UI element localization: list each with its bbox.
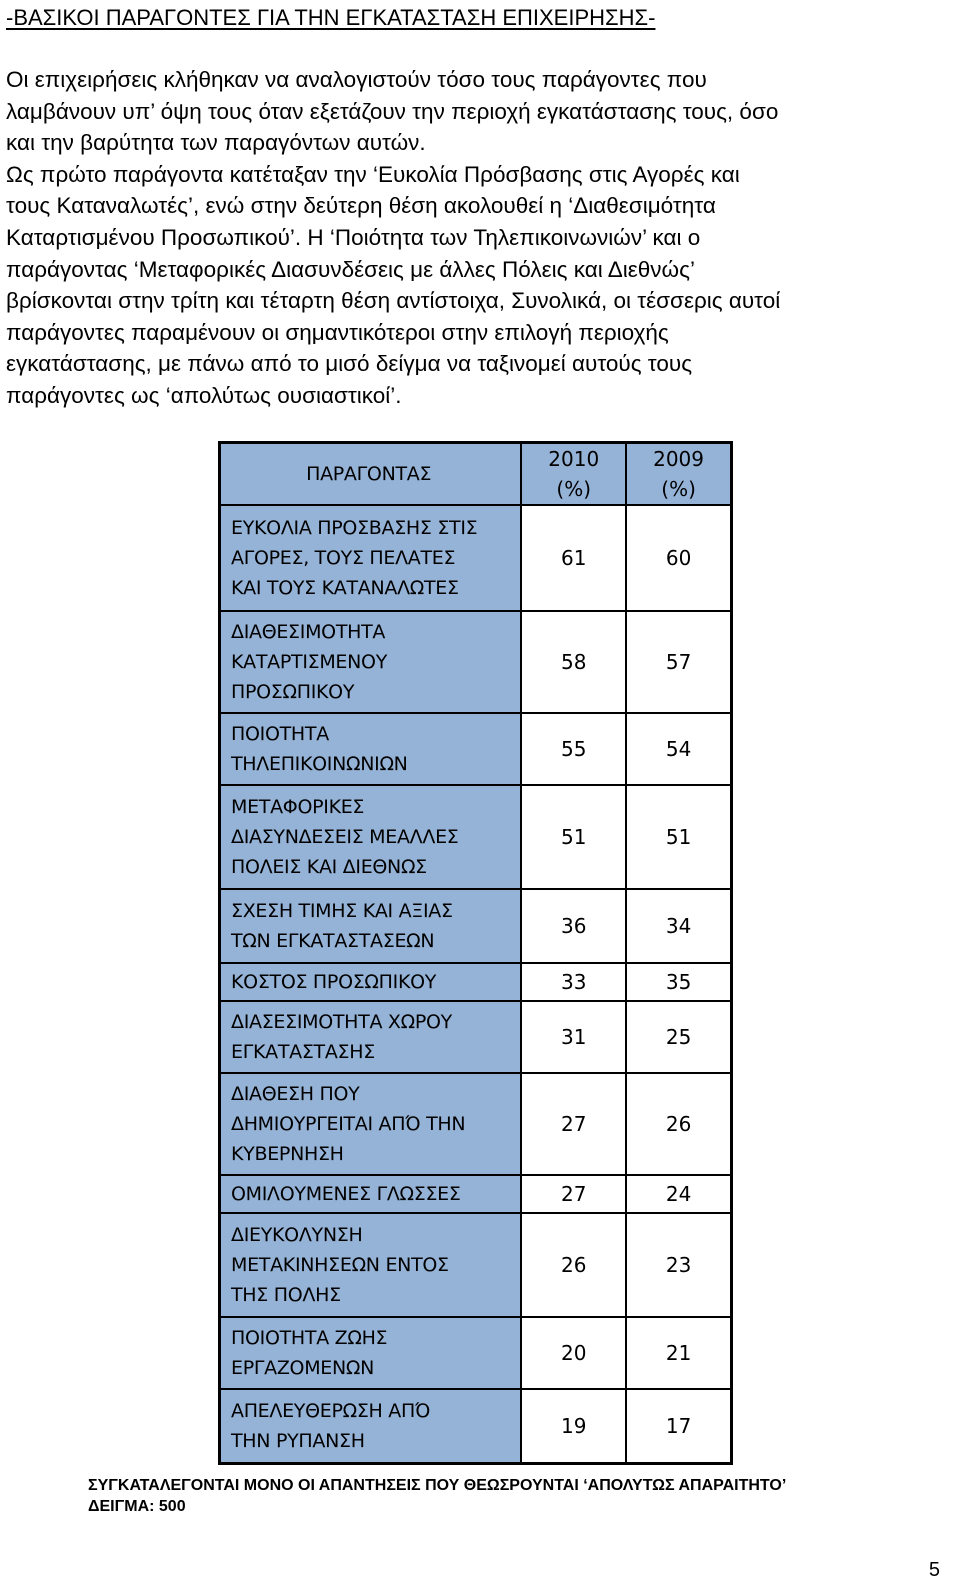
value-2009: 23	[626, 1213, 731, 1317]
value-2010: 27	[521, 1175, 626, 1213]
intro-line: παράγοντες ως ‘απολύτως ουσιαστικοί’.	[6, 382, 402, 408]
header-2009-unit: (%)	[661, 477, 696, 501]
factor-name-text: ΔΙΑΣΕΣΙΜΟΤΗΤΑ ΧΩΡΟΥ ΕΓΚΑΤΑΣΤΑΣΗΣ	[231, 1011, 452, 1063]
table-row	[220, 1001, 732, 1073]
factor-name-text: ΣΧΕΣΗ ΤΙΜΗΣ ΚΑΙ ΑΞΙΑΣ ΤΩΝ ΕΓΚΑΤΑΣΤΑΣΕΩΝ	[231, 900, 453, 952]
factor-name	[220, 1001, 522, 1073]
table-row	[220, 889, 732, 963]
factor-name	[220, 1213, 522, 1317]
table-row	[220, 1317, 732, 1389]
table-row	[220, 1073, 732, 1175]
intro-line: και την βαρύτητα των παραγόντων αυτών.	[6, 130, 426, 156]
sample-size: ΔΕΙΓΜΑ: 500	[88, 1498, 186, 1515]
factor-name-text: ΕΥΚΟΛΙΑ ΠΡΟΣΒΑΣΗΣ ΣΤΙΣ ΑΓΟΡΕΣ, ΤΟΥΣ ΠΕΛΑΤΕΣ ΚΑΙ ΤΟΥΣ ΚΑΤΑΝΑΛΩΤΕΣ	[231, 517, 478, 599]
value-2009: 24	[626, 1175, 731, 1213]
value-2010: 36	[521, 889, 626, 963]
factor-name	[220, 505, 522, 611]
factor-name-text: ΟΜΙΛΟΥΜΕΝΕΣ ΓΛΩΣΣΕΣ	[231, 1183, 461, 1205]
factor-name-text: ΜΕΤΑΦΟΡΙΚΕΣ ΔΙΑΣΥΝΔΕΣΕΙΣ ΜΕΑΛΛΕΣ ΠΟΛΕΙΣ ΚΑΙ ΔΙΕΘΝΩΣ	[231, 796, 459, 878]
factor-name	[220, 1073, 522, 1175]
header-2009	[626, 443, 731, 506]
factor-name	[220, 1389, 522, 1463]
table-row	[220, 713, 732, 785]
value-2010: 31	[521, 1001, 626, 1073]
intro-line: παράγοντας ‘Μεταφορικές Διασυνδέσεις με άλλες Πόλεις και Διεθνώς’	[6, 256, 695, 282]
intro-line: βρίσκονται στην τρίτη και τέταρτη θέση αντίστοιχα, Συνολικά, οι τέσσερις αυτοί	[6, 288, 781, 314]
header-2009-year: 2009	[653, 447, 705, 471]
header-factor: ΠΑΡΑΓΟΝΤΑΣ	[220, 443, 522, 506]
factor-name	[220, 713, 522, 785]
value-2009: 51	[626, 785, 731, 889]
table-row	[220, 785, 732, 889]
factor-name-text: ΔΙΕΥΚΟΛΥΝΣΗ ΜΕΤΑΚΙΝΗΣΕΩΝ ΕΝΤΟΣ ΤΗΣ ΠΟΛΗΣ	[231, 1224, 449, 1306]
intro-paragraph	[6, 64, 956, 412]
value-2009: 54	[626, 713, 731, 785]
table-header-row	[220, 443, 732, 506]
table-row	[220, 611, 732, 713]
value-2009: 34	[626, 889, 731, 963]
factor-name	[220, 611, 522, 713]
factor-name	[220, 1175, 522, 1213]
intro-line: εγκατάστασης, με πάνω από το μισό δείγμα να ταξινομεί αυτούς τους	[6, 351, 693, 377]
factor-name-text: ΠΟΙΟΤΗΤΑ ΤΗΛΕΠΙΚΟΙΝΩΝΙΩΝ	[231, 723, 408, 775]
factor-name-text: ΔΙΑΘΕΣΗ ΠΟΥ ΔΗΜΙΟΥΡΓΕΙΤΑΙ ΑΠΌ ΤΗΝ ΚΥΒΕΡΝΗΣΗ	[231, 1083, 466, 1165]
value-2010: 33	[521, 963, 626, 1001]
value-2009: 60	[626, 505, 731, 611]
value-2009: 25	[626, 1001, 731, 1073]
page-number: 5	[928, 1559, 940, 1581]
factor-name-text: ΔΙΑΘΕΣΙΜΟΤΗΤΑ ΚΑΤΑΡΤΙΣΜΕΝΟΥ ΠΡΟΣΩΠΙΚΟΥ	[231, 621, 388, 703]
intro-line: Οι επιχειρήσεις κλήθηκαν να αναλογιστούν τόσο τους παράγοντες που	[6, 67, 707, 92]
intro-line: Καταρτισμένου Προσωπικού’. Η ‘Ποιότητα των Τηλεπικοινωνιών’ και ο	[6, 224, 701, 250]
value-2010: 20	[521, 1317, 626, 1389]
table-row	[220, 1213, 732, 1317]
value-2010: 61	[521, 505, 626, 611]
intro-line: Ως πρώτο παράγοντα κατέταξαν την ‘Ευκολία Πρόσβασης στις Αγορές και	[6, 161, 740, 187]
value-2009: 17	[626, 1389, 731, 1463]
header-2010	[521, 443, 626, 506]
factors-table	[218, 441, 733, 1465]
factor-name	[220, 785, 522, 889]
value-2010: 26	[521, 1213, 626, 1317]
page-heading: -ΒΑΣΙΚΟΙ ΠΑΡΑΓΟΝΤΕΣ ΓΙΑ ΤΗΝ ΕΓΚΑΤΑΣΤΑΣΗ ΕΠΙΧΕΙΡΗΣΗΣ-	[6, 5, 656, 30]
factor-name-text: ΑΠΕΛΕΥΘΕΡΩΣΗ ΑΠΌ ΤΗΝ ΡΥΠΑΝΣΗ	[231, 1399, 431, 1452]
value-2009: 57	[626, 611, 731, 713]
header-2010-year: 2010	[548, 447, 600, 471]
footnote	[88, 1475, 786, 1517]
value-2009: 26	[626, 1073, 731, 1175]
factor-name	[220, 1317, 522, 1389]
value-2010: 27	[521, 1073, 626, 1175]
table-row	[220, 505, 732, 611]
factor-name	[220, 963, 522, 1001]
value-2010: 58	[521, 611, 626, 713]
factor-name-text: ΠΟΙΟΤΗΤΑ ΖΩΗΣ ΕΡΓΑΖΟΜΕΝΩΝ	[231, 1327, 388, 1379]
table-row	[220, 1175, 732, 1213]
table-row	[220, 963, 732, 1001]
header-2010-unit: (%)	[556, 477, 592, 501]
value-2009: 35	[626, 963, 731, 1001]
value-2009: 21	[626, 1317, 731, 1389]
factor-name-text: ΚΟΣΤΟΣ ΠΡΟΣΩΠΙΚΟΥ	[231, 971, 437, 993]
table-row	[220, 1389, 732, 1463]
value-2010: 19	[521, 1389, 626, 1463]
intro-line: παράγοντες παραμένουν οι σημαντικότεροι στην επιλογή περιοχής	[6, 319, 669, 345]
factor-name	[220, 889, 522, 963]
intro-line: τους Καταναλωτές’, ενώ στην δεύτερη θέση ακολουθεί η ‘Διαθεσιμότητα	[6, 193, 716, 219]
footnote-line: ΣΥΓΚΑΤΑΛΕΓΟΝΤΑΙ ΜΟΝΟ ΟΙ ΑΠΑΝΤΗΣΕΙΣ ΠΟΥ ΘΕΩΣΡΟΥΝΤΑΙ ‘ΑΠΟΛΥΤΩΣ ΑΠΑΡΑΙΤΗΤΟ’	[88, 1477, 787, 1494]
value-2010: 51	[521, 785, 626, 889]
value-2010: 55	[521, 713, 626, 785]
intro-line: λαμβάνουν υπ’ όψη τους όταν εξετάζουν την περιοχή εγκατάστασης τους, όσο	[6, 98, 779, 124]
